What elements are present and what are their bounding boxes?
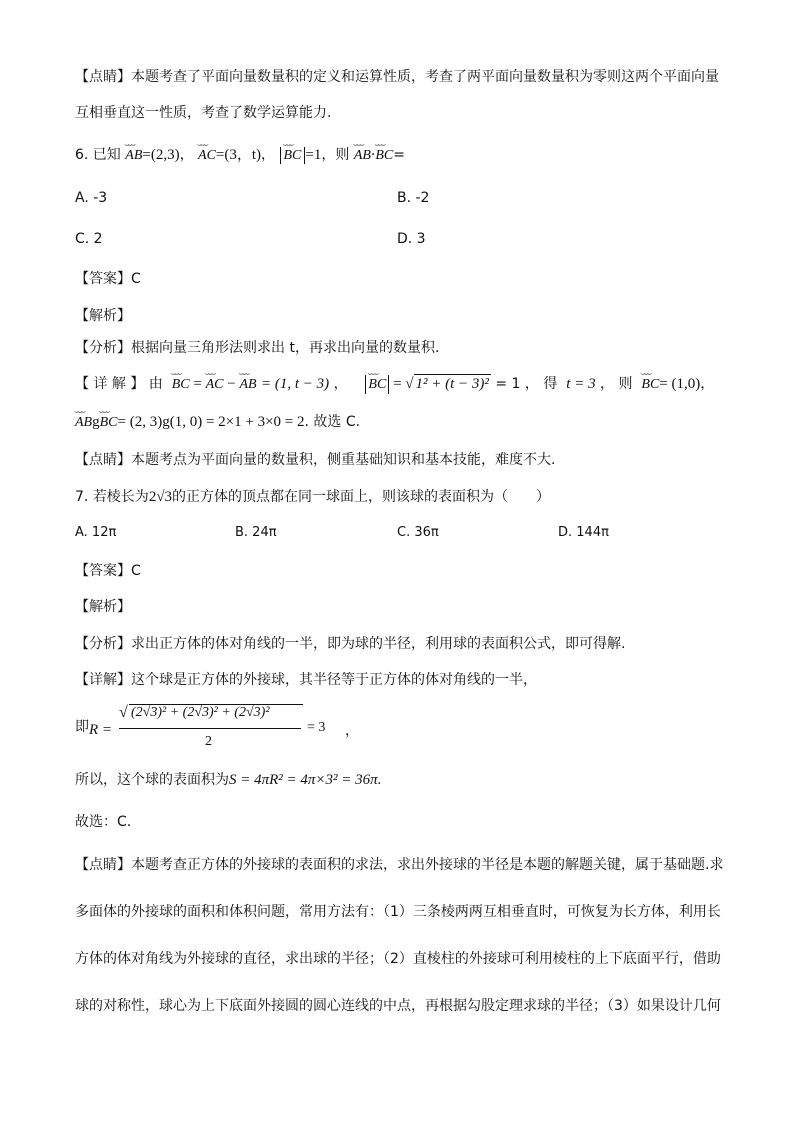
q6-detail-then: ， 则 [600,376,633,392]
q6-jiexi-heading: 【解析】 [75,308,131,324]
q6-bc-norm [280,147,306,164]
q6-bc-norm-value: =1 [305,147,322,163]
q7-stem-suffix: 的正方体的顶点都在同一球面上，则该球的表面积为（ ） [172,489,551,505]
q7-formula-result: = 3 [307,720,326,735]
q6-eq: = [393,147,405,163]
q7-answer: 【答案】C [75,563,141,579]
q6-option-d: D. 3 [397,231,426,247]
q6-detail-norm [365,375,389,394]
q7-option-b: B. 24π [235,525,277,540]
vector-bc-2: ⌣⌣⌣ BC [375,147,393,165]
q6-detail-line-1: 【 详 解 】 由 ⌣⌣⌣ BC = ⌣⌣⌣ AC − ⌣⌣⌣ AB = (1, t − 3) ， ⌣⌣⌣ BC = √ 1² + (t − 3)² = 1 ， 得 t = 3 ， 则 ⌣⌣⌣ BC= (1,0)， [75,374,714,394]
q6-dianjing: 【点睛】本题考点为平面向量的数量积，侧重基础知识和基本技能，难度不大. [75,452,556,468]
vector-ac-2: ⌣⌣⌣ AC [206,376,224,394]
vector-ab: ⌣⌣⌣ AB [125,147,142,165]
q6-ac-value: =(3，t) [215,147,262,163]
q6-detail-t: t = 3 [566,376,596,392]
vector-bc-4: ⌣⌣⌣ BC [368,376,386,394]
q6-then: ，则 [321,147,350,163]
q6-analysis: 【分析】根据向量三角形法则求出 t，再求出向量的数量积. [75,340,440,356]
q7-surface-line [75,771,381,789]
q6-detail-mid: = 1 ， 得 [495,376,558,392]
q7-dianjing-line-1: 【点睛】本题考查正方体的外接球的表面积的求法，求出外接球的半径是本题的解题关键，属于基础题.求 [75,857,724,873]
q7-detail: 【详解】这个球是正方体的外接球，其半径等于正方体的体对角线的一半， [75,672,537,688]
q7-jiexi-heading: 【解析】 [75,599,131,615]
q7-ji: 即 [75,719,89,735]
q6-detail-sqrt: 1² + (t − 3)² [415,376,489,392]
q6-detail-bc: = (1,0) [659,376,701,392]
vector-bc-6: ⌣⌣⌣ BC [100,414,118,432]
q7-fraction-bar [119,728,301,729]
q7-formula-denominator: 2 [205,734,212,749]
q7-formula-numerator: (2√3)² + (2√3)² + (2√3)² [129,704,303,721]
q7-dianjing-line-4: 球的对称性，球心为上下底面外接圆的圆心连线的中点，再根据勾股定理求球的半径；（3）如果设计几何 [75,998,721,1014]
q6-option-b: B. -2 [397,190,430,206]
q6-detail-line-2: ⌣⌣⌣ ABg⌣⌣⌣ BC= (2, 3)g(1, 0) = 2×1 + 3×0 = 2. 故选 C. [75,413,360,432]
q7-option-c: C. 36π [397,525,439,540]
q6-detail-expr: = (1, t − 3) [261,376,330,392]
q6-line2-expr: = (2, 3)g(1, 0) = 2×1 + 3×0 = 2 [117,414,305,430]
vector-ab-4: ⌣⌣⌣ AB [75,414,92,432]
q6-stem: 6. 已知 ⌣⌣⌣ AB=(2,3)， ⌣⌣⌣ AC=(3，t)， ⌣⌣⌣ BC =1，则 ⌣⌣⌣ AB·⌣⌣⌣ BC= [75,146,405,165]
q7-option-a: A. 12π [75,525,117,540]
q7-option-d: D. 144π [558,525,609,540]
q6-dot: · [370,147,376,163]
q6-option-c: C. 2 [75,231,103,247]
q6-prefix: 6. 已知 [75,147,121,163]
q6-option-a: A. -3 [75,190,108,206]
q7-dianjing-line-3: 方体的体对角线为外接球的直径，求出球的半径；（2）直棱柱的外接球可利用棱柱的上下底面平行，借助 [75,951,721,967]
q7-stem-prefix: 7. 若棱长为 [75,489,149,505]
vector-bc-3: ⌣⌣⌣ BC [172,376,190,394]
q7-surface-text: 所以，这个球的表面积为 [75,772,229,788]
q6-detail-prefix: 【 详 解 】 由 [75,376,163,392]
q6-answer: 【答案】C [75,271,141,287]
review-line-2: 互相垂直这一性质，考查了数学运算能力. [75,105,332,121]
q7-choose: 故选：C. [75,814,132,830]
vector-bc-5: ⌣⌣⌣ BC [641,376,659,394]
vector-bc: ⌣⌣⌣ BC [284,148,302,164]
q7-dianjing-line-2: 多面体的外接球的面积和体积问题，常用方法有：（1）三条棱两两互相垂直时，可恢复为长方体，利用长 [75,904,721,920]
q6-ab-value: =(2,3) [142,147,180,163]
review-line-1: 【点睛】本题考查了平面向量数量积的定义和运算性质，考查了两平面向量数量积为零则这两个平面向量 [75,69,719,85]
q7-analysis: 【分析】求出正方体的体对角线的一半，即为球的半径，利用球的表面积公式，即可得解. [75,636,626,652]
q6-line2-tail: . 故选 C. [304,414,361,430]
q7-surface-expr: S = 4πR² = 4π×3² = 36π. [229,772,382,788]
q7-radius-formula: R = √ (2√3)² + (2√3)² + (2√3)² 2 = 3 ， [89,704,359,749]
vector-ab-2: ⌣⌣⌣ AB [354,147,371,165]
vector-ab-3: ⌣⌣⌣ AB [239,376,256,394]
q7-stem [75,488,550,506]
q7-stem-length: 2√3 [148,489,173,505]
vector-ac: ⌣⌣⌣ AC [198,147,216,165]
